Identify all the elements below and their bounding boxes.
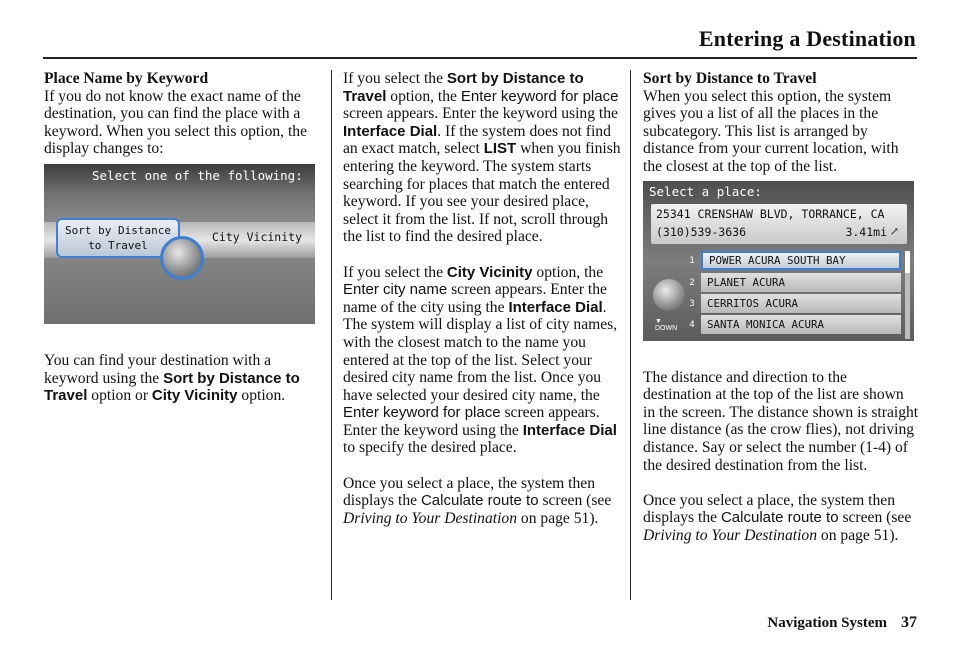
item-number: 3 (689, 299, 695, 309)
nav-screen-select-place (643, 181, 914, 341)
place-phone: (310)539-3636 (656, 225, 747, 239)
nav-screen-select-option (44, 164, 315, 324)
column-2 (343, 70, 621, 545)
paragraph-intro: If you do not know the exact name of the destination, you can find the place with a keyword. When you select this option, the display changes to: (44, 87, 308, 158)
paragraph-city-vicinity: If you select the City Vicinity option, the Enter city name screen appears. Enter the name of the city using the Interface Dial. The system will display a list of city names, with the closest match to the name you entered at the top of the list. Select your desired city name from the list. Once you have selected your desired city name, the Enter keyword for place screen appears. Enter the keyword using the Interface Dial to specify the desired place. (343, 263, 618, 457)
place-distance: 3.41mi (845, 225, 887, 239)
paragraph-sort-by-distance: If you select the Sort by Distance to Travel option, the Enter keyword for place screen appears. Enter the keyword using the Interface Dial. If the system does not find an exact match, select LIST when you finish entering the keyword. The system starts searching for places that match the entered keyword. If you see your desired place, select it from the list. If not, scroll through the list to find the desired place. (343, 70, 621, 246)
paragraph-calculate-route: Once you select a place, the system then displays the Calculate route to screen (see Driving to Your Destination on page 51). (343, 474, 612, 527)
interface-dial-icon (160, 236, 204, 280)
item-number: 4 (689, 320, 695, 330)
section-heading-keyword: Place Name by Keyword (44, 70, 209, 87)
paragraph-sort-intro: When you select this option, the system gives you a list of all the places in the subcategory. This list is arranged by distance from your current location, with the closest at the top of the list. (643, 87, 899, 175)
list-item[interactable]: SANTA MONICA ACURA (701, 315, 901, 334)
list-scrollbar[interactable] (905, 251, 910, 339)
paragraph-distance: The distance and direction to the destination at the top of the list are shown in the screen. The distance shown is straight line distance (as the crow flies), not driving distance. Say or select the number (1-4) of the desired destination from the list. (643, 368, 919, 474)
list-item[interactable]: PLANET ACURA (701, 273, 901, 292)
paragraph-options: You can find your destination with a keyword using the Sort by Distance to Travel option or City Vicinity option. (44, 351, 300, 405)
column-divider-1 (331, 70, 332, 600)
page-footer (767, 614, 917, 632)
column-divider-2 (630, 70, 631, 600)
place-info-box (651, 204, 907, 244)
page-title: Entering a Destination (698, 26, 916, 51)
section-heading-sort: Sort by Distance to Travel (643, 70, 817, 87)
page-number: 37 (901, 614, 917, 631)
option-sort-line2: to Travel (88, 239, 148, 252)
screen-header-text: Select one of the following: (92, 168, 303, 183)
place-address: 25341 CRENSHAW BLVD, TORRANCE, CA (656, 207, 885, 221)
item-number: 1 (689, 256, 695, 266)
direction-arrow-icon: ↗ (889, 226, 899, 238)
screen-header-text: Select a place: (649, 184, 762, 199)
header-rule (43, 57, 917, 59)
item-number: 2 (689, 278, 695, 288)
option-sort-line1: Sort by Distance (65, 224, 171, 237)
paragraph-calculate-route-2: Once you select a place, the system then displays the Calculate route to screen (see Driving to Your Destination on page 51). (643, 491, 912, 544)
list-item[interactable]: CERRITOS ACURA (701, 294, 901, 313)
option-city-vicinity[interactable]: City Vicinity (212, 230, 303, 244)
list-item[interactable]: POWER ACURA SOUTH BAY (701, 251, 901, 270)
interface-dial-icon (653, 279, 685, 311)
footer-section: Navigation System (767, 615, 887, 631)
scroll-thumb[interactable] (905, 251, 910, 273)
down-label: ▼ DOWN (655, 318, 678, 332)
